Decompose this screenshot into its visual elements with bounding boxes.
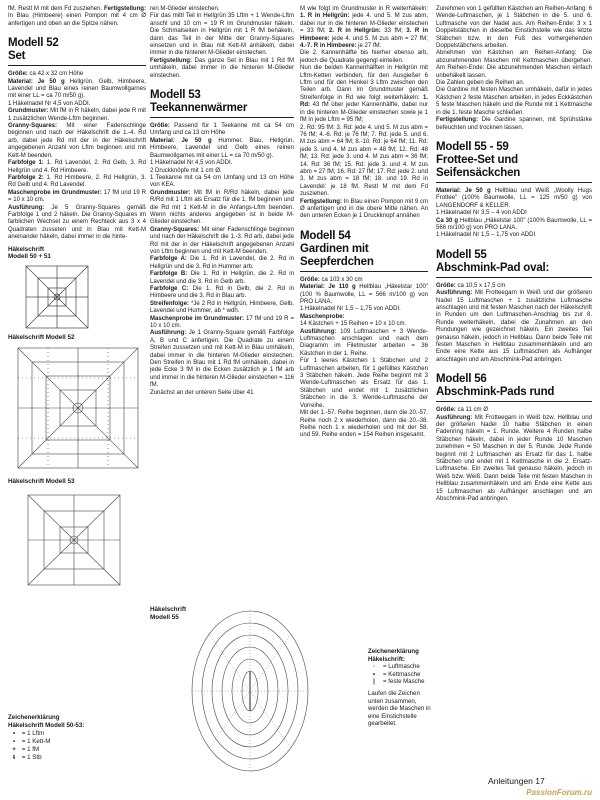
legend-modell-55: Zeichenerklärung Häkelschrift: ◦ = Luftmasche • = Kettmasche | = feste Masche Laufen die Zeichen unten zusammen, werden die Maschen in eine Einstichstelle gearbeitet. bbox=[368, 648, 434, 728]
column-4: Zunehmen von 1 gefüllten Kästchen am Reihen-Anfang: 6 Wende-Luftmaschen, je 1 Stäbchen in die 5. und 6. Luftmasche von der Nadel aus. Am Reihen-Ende: 3 x 1 Doppelstäbchen in dieselbe Einstichstelle wie das letzte Stäbchen bzw. in den Fuß des vorhergehenden Doppelstäbchens arbeiten. Abnehmen von Kästchen am Reihen-Anfang: Die abzunehmenden Maschen mit Kettmaschen übergehen. Am Reihen-Ende: Die abzunehmenden Maschen einfach unbehäkelt lassen. Die Zahlen geben die Reihen an. Die Gardine mit festen Maschen umhäkeln, dafür in jedes Kästchen 2 feste Maschen arbeiten, in jedes Eckkästchen 5 feste Maschen häkeln und die Runde mit 1 Kettmasche in die 1. feste Masche schließen. Fertigstellung: Die Gardine spannen, mit Sprühstärke befeuchten und trocknen lassen. Modell 55 - 59 Frottee-Set und Seifensäckchen Material: Je 50 g Hellblau und Weiß „Woolly Hugs Frottee" (100% Baumwolle, LL = 125 m/50 g) von LANGENDORF & KELLER. 1 Häkelnadel Nr 3,5 – 4 von ADDI Ca 30 g Hellblau „Häkelstar 100" (100% Baumwolle, LL = 566 m/100 g) von PRO LANA. 1 Häkelnadel Nr 1,5 – 1,75 von ADDI Modell 55 Abschmink-Pad oval: Größe: ca 10,5 x 17,5 cm Ausführung: Mit Frotteegarn in Weiß und der größeren Nadel 15 Luftmaschen + 1 zusätzliche Luftmasche anschlagen und mit festen Maschen nach der Häkelschrift in Runden um den Luftmaschen-Anschlag bis zur 8. Runde weiterhäkeln, dabei die Zunahmen an den Rundungen wie gezeichnet häkeln. Ein zweites Teil genauso häkeln, jedoch in Hellblau. Dann beide Teile mit festen Maschen in Hellblau zusammenhäkeln und am Ende eine Kette aus 15 Luftmaschen als Aufhänger anschlagen und am Abschmink-Pad anbringen. Modell 56 Abschmink-Pads rund Größe: ca 11 cm Ø Ausführung: Mit Frotteegarn in Weiß bzw. Hellblau und der größeren Nadel 10 halbe Stäbchen in einen Fadenring häkeln = 1. Runde. Weitere 4 Runden halbe Stäbchen häkeln, dabei in jeder Runde 10 Maschen zunehmen = 50 Maschen in der 5. Runde. Jede Runde beginnt mit 2 Luftmaschen als Ersatz für das 1. halbe Stäbchen und endet mit 1 Kettmasche in die 2. Ersatz-Luftmasche. Ein zweites Teil genauso häkeln, jedoch in Weiß bzw. Weiß. Dann beide Teile mit festen Maschen in Hellblau zusammenhäkeln und am Ende eine Kette aus 15 Luftmaschen als Aufhänger anschlagen und am Abschmink-Pad anbringen. bbox=[436, 6, 592, 503]
legend-item-feste-masche: | = feste Masche bbox=[368, 678, 434, 686]
single-crochet-icon: | bbox=[373, 678, 375, 686]
text: fM. Restl M mit dem Fd zusziehen. bbox=[8, 6, 103, 12]
chain-stitch-icon: ◦ bbox=[372, 663, 376, 671]
diagram-label-53: Häkelschrift Modell 53 bbox=[8, 478, 75, 486]
legend-item-fm: + = 1 fM bbox=[8, 746, 148, 754]
legend-item-kettmasche: • = Kettmasche bbox=[368, 671, 434, 679]
legend-note: Laufen die Zeichen unten zusammen, werden die Maschen in eine Einstichstelle gearbeitet. bbox=[368, 689, 431, 728]
watermark: PassionForum.ru bbox=[526, 788, 592, 797]
heading-modell-52: Modell 52 Set bbox=[8, 37, 146, 66]
legend-item-kettm: ▪ = 1 Kett-M bbox=[8, 738, 148, 746]
legend-item-lftm: • = 1 Lftm bbox=[8, 730, 148, 738]
page-footer: Anleitungen 17 bbox=[488, 776, 545, 786]
diagram-label-55: Häkelschrift Modell 55 bbox=[150, 606, 187, 621]
heading-modell-56: Modell 56 Abschmink-Pads rund bbox=[436, 373, 592, 402]
slip-stitch-icon: ▪ bbox=[12, 738, 16, 745]
chain-stitch-icon: • bbox=[12, 730, 16, 737]
column-1: fM. Restl M mit dem Fd zusziehen. Fertigstellung: In Blau (Himbeere) einen Pompon mit 4 cm Ø anfertigen und oben an die Spitze nähen. Modell 52 Set Größe: ca 42 x 32 cm Höhe Material: Je 50 g Hellgrün, Gelb, Himbeere, Lavendel und Blau eines reinen Baumwollgarnes mit einer LL = ca 70 m/50 g). 1 Häkelnadel Nr 4,5 von ADDI. Grundmuster: Mit fM in R häkeln, dabei jede R mit 1 zusätzlichen Wende-Lftm beginnen. Granny-Squares: Mit einer Fadenschlinge beginnen und nach der Häkelschrift die 1.-4. Rd arb, dabei jede Rd mit der in der Häkelschrift angegebenen Anzahl von Lftm beginnen und mit Kett-M beenden. Farbfolge 1: 1. Rd Lavendel, 2. Rd Gelb, 3. Rd Hellgrün und 4. Rd Himbeere. Farbfolge 2: 1. Rd Himbeere, 2. Rd Hellgrün, 3. Rd Gelb und 4. Rd Lavendel. Maschenprobe im Grundmuster: 17 fM und 19 R = 10 x 10 cm. Ausführung: Je 5 Granny-Squares gemäß Farbfolge 1 und 2 häkeln. Die Granny-Squares im farblichen Wechsel zu einem Rechteck aus 3 x 4 Quadraten zusseten und in Blau mit Kett-M aneinander häkeln, dabei immer in die hinte- Häkelschrift Modell 50 + 51 Häkelschrift Modell 52 Häkelschrift Modell 53 bbox=[8, 6, 146, 591]
heading-modell-55: Modell 55 Abschmink-Pad oval: bbox=[436, 249, 592, 278]
legend-50-53: Zeichenerklärung Häkelschrift Modell 50-53: • = 1 Lftm ▪ = 1 Kett-M + = 1 fM ŧ = 1 Stb bbox=[8, 714, 148, 762]
double-crochet-icon: ŧ bbox=[12, 754, 16, 761]
crochet-diagram-52 bbox=[8, 344, 146, 474]
crochet-diagram-oval-55 bbox=[150, 586, 310, 776]
text: In Blau (Himbeere) einen Pompon mit 4 cm Ø anfertigen und oben an die Spitze nähen. bbox=[8, 13, 146, 27]
legend-item-stb: ŧ = 1 Stb bbox=[8, 754, 148, 762]
single-crochet-icon: + bbox=[12, 746, 16, 753]
label: Fertigstellung: bbox=[103, 6, 146, 12]
diagram-label-50-51: Häkelschrift Modell 50 + 51 bbox=[8, 245, 51, 261]
diagram-label-52: Häkelschrift Modell 52 bbox=[8, 333, 75, 341]
heading-modell-55-59: Modell 55 - 59 Frottee-Set und Seifensäckchen bbox=[436, 141, 592, 183]
column-3: M wie folgt im Grundmuster in R weiterhäkeln: 1. R in Hellgrün: jede 4. und 5. M zus abm, dabei nur in die hinteren M-Glieder einstechen = 33 fM; 2. R in Hellgrün: 33 fM; 3. R in Himbeere: jede 4. und 5. M zus abm = 27 fM; 4.-7. R in Himbeere: je 27 fM. Die 2. Kannenhälfte bis hierher ebenso arb, jedoch die Quadrate gegengl einteilen. Nun die beiden Kannenhälften in Hellgrün mit Lftm-Ketten verbinden, für den Ausgießer 6 Lftm und für den Henkel 3 Lftm zwischen den Teilen arb. Dann im Grundmuster gemäß Streifenfolge in Rd wie folgt weiterhäkeln: 1. Rd: 43 fM über jeder Kannenhälfte, dabei nur in die hinteren M-Glieder einstechen sowie je 1 fM in jede Lftm = 95 fM; 2. Rd: 95 fM; 3. Rd: jede 4. und 5. M zus abm = 76 fM; 4.-6. Rd: je 76 fM; 7. Rd: jede 5. und 6. M zus abm = 64 fM; 8.-10. Rd: je 64 fM; 11. Rd: jede 3. und 4. M zus abm = 48 fM; 12. Rd: 48 fM; 13. Rd: jede 3. und 4. M zus abm = 36 fM; 14. Rd: 36 fM; 15. Rd: jede 3. und 4. M zus abm = 27 fM; 16. Rd: 27 fM; 17. Rd: jede 2. und 3. M zus abm = 18 fM; 18. und 19. Rd in Lavendel: je 18 fM. Restl M mit dem Fd zusziehen. Fertigstellung: In Blau einen Pompon mit 9 cm Ø anfertigen und in die obere Mitte nähen. An den unteren Ecken je 1 Druckknopf annähen Modell 54 Gardinen mit Seepferdchen Größe: ca 103 x 30 cm Material: Je 110 g Hellblau „Häkelstar 100" (100 % Baumwolle, LL = 566 m/100 g) von PRO LANA. 1 Häkelnadel Nr 1,5 – 1,75 von ADDI. Maschenprobe: 14 Kästchen + 15 Reihen = 10 x 10 cm. Ausführung: 109 Luftmaschen + 3 Wende-Luftmaschen anschlagen und nach dem Diagramm im Filetmuster arbeiten = 36 Kästchen in der 1. Reihe. Für 1 leeres Kästchen 1 Stäbchen und 2 Luftmaschen arbeiten, für 1 gefülltes Kästchen 3 Stäbchen häkeln. Jede Reihe beginnt mit 3 Wende-Luftmaschen als Ersatz für das 1. Stäbchen und endet mit 1 zusätzlichen Stäbchen in die 3. Wende-Luftmasche der Vorreihe. Mit der 1.-57. Reihe beginnen, dann die 20.-57. Reihe noch 2 x wiederholen, dann die 20.-38. Reihe noch 1 x wiederholen und mit der 58. und 59. Reihe enden = 154 Reihen insgesamt. bbox=[300, 6, 429, 439]
crochet-diagram-50-51 bbox=[8, 264, 146, 330]
slip-stitch-icon: • bbox=[372, 670, 376, 678]
crochet-diagram-53 bbox=[8, 489, 146, 589]
heading-modell-54: Modell 54 Gardinen mit Seepferdchen bbox=[300, 230, 428, 272]
column-2: ren M-Glieder einstechen. Für das mittl Teil in Hellgrün 35 Lftm + 1 Wende-Lftm anschl und 10 cm = 19 R im Grundmuster häkeln. Die Schmalseiten in Hellgrün mit 1 R fM behäkeln, dann das Teil in der Mitte der Granny-Squares einsetzen und in Blau mit Kett-M anhäkeln, dabei immer in die hinteren M-Glieder einstechen. Fertigstellung: Das ganze Set in Blau mit 1 Rd fM umhäkeln, dabei immer in die hinteren M-Glieder einstechen. Modell 53 Teekannenwärmer Größe: Passend für 1 Teekanne mit ca 54 cm Umfang und ca 13 cm Höhe Material: Je 50 g Hummer, Blau, Hellgrün, Himbeere, Lavendel und Gelb eines reinen Baumwollgarnes mit einer LL = ca 70 m/50 g). 1 Häkelnadel Nr 4,5 von ADDI. 2 Druckknöpfe mit 1 cm Ø. 1 Teekanne mit ca 54 cm Umfang und 13 cm Höhe von KEA. Grundmuster: Mit fM in R/Rd häkeln, dabei jede R/Rd mit 1 Lftm als Ersatz für die 1. fM beginnen und die Rd mit 1 Kett-M in die Anfangs-Lftm beenden. Wenn nichts anderes angegeben ist in beide M-Glieder einstechen. Granny-Squares: Mit einer Fadenschlinge beginnen und nach der Häkelschrift die 1.-3. Rd arb, dabei jede Rd mit der in der Häkelschrift angegebenen Anzahl von Lftm beginnen und mit Kett-M beenden. Farbfolge A: Die 1. Rd in Lavendel, die 2. Rd in Hellgrün und die 3. Rd in Hummer arb. Farbfolge B: Die 1. Rd in Hellgrün, die 2. Rd in Lavendel und die 3. Rd in Gelb arb. Farbfolge C: Die 1. Rd in Gelb, die 2. Rd in Himbeere und die 3. Rd in Blau arb. Streifenfolge: *Je 2 Rd in Hellgrün, Himbeere, Gelb, Lavendel und Hummer, ab * wdh. Maschenprobe im Grundmuster: 17 fM und 19 R = 10 x 10 cm. Ausführung: Je 1 Granny-Square gemäß Farbfolge A, B und C anfertigen. Die Quadrate zu einem Streifen zussetzen und mit Kett-M in Blau umhäkeln, dabei immer in die hinteren M-Glieder einstechen. Den Streifen in Blau mit 1 Rd fM umhäkeln, dabei in jede Ecke 3 fM in die Ecken zusätzlich je 1 fM arb und immer in die hinteren M-Glieder einstechen = 116 fM. Zunächst an der unteren Seite über 41 bbox=[150, 6, 295, 396]
legend-item-luftmasche: ◦ = Luftmasche bbox=[368, 663, 434, 671]
heading-modell-53: Modell 53 Teekannenwärmer bbox=[150, 89, 294, 118]
